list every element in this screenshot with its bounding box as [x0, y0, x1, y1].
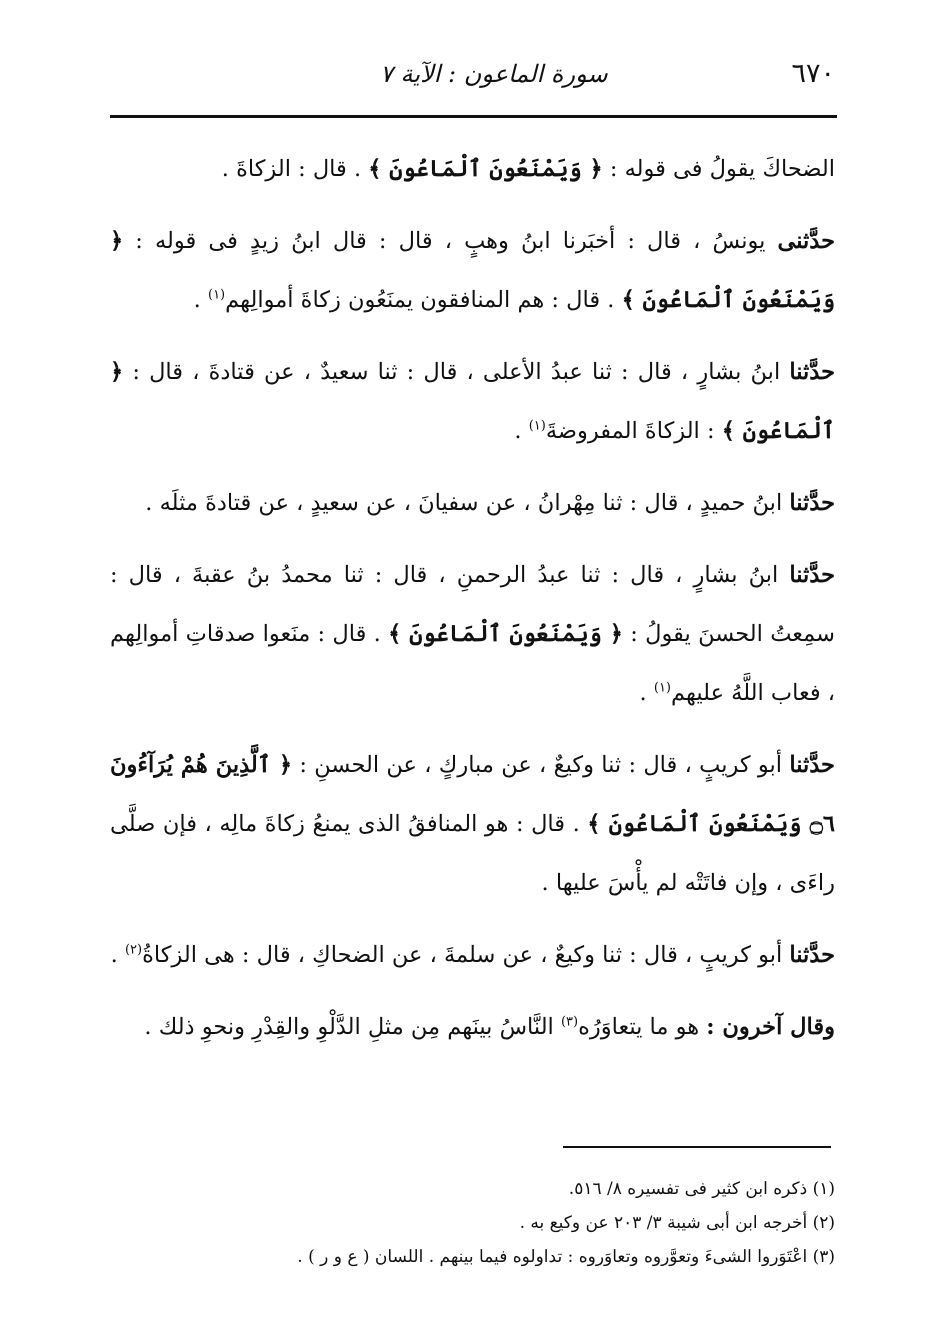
text-run: . — [193, 287, 208, 313]
running-title: سورة الماعون : الآية ٧ — [380, 60, 608, 88]
quran-quote: ﴿ وَيَمْنَعُونَ ٱلْمَاعُونَ ﴾ — [368, 156, 603, 182]
text-run: . قال : هو المنافقُ الذى يمنعُ زكاةَ مالِه ، فإن صلَّى راءَى ، وإن فاتَتْه لم يأْسَ عليها . — [110, 811, 835, 896]
page-number: ٦٧٠ — [791, 58, 835, 89]
paragraph — [110, 736, 835, 913]
footnotes — [260, 1172, 835, 1274]
text-run: النَّاسُ بينَهم مِن مثلِ الدَّلْوِ والقِدْرِ ونحوِ ذلك . — [144, 1014, 561, 1040]
paragraph — [110, 998, 835, 1057]
quran-quote: ﴿ وَيَمْنَعُونَ ٱلْمَاعُونَ ﴾ — [110, 228, 835, 313]
footnote-reference: (١) — [207, 287, 226, 303]
text-run: ابنُ بشارٍ ، قال : ثنا عبدُ الرحمنِ ، قال : ثنا محمدُ بنُ عقبةَ ، قال : سمِعتُ الحسنَ يقولُ : — [110, 562, 836, 647]
text-run: ابنُ بشارٍ ، قال : ثنا عبدُ الأعلى ، قال : ثنا سعيدٌ ، عن قتادةَ ، قال : — [123, 359, 790, 385]
quran-quote: ﴿ ٱلَّذِينَ هُمْ يُرَآءُونَ ۝٦ وَيَمْنَعُونَ ٱلْمَاعُونَ ﴾ — [110, 752, 835, 837]
narrator-phrase: حدَّثنى — [777, 228, 835, 254]
paragraph — [110, 212, 835, 330]
narrator-phrase: حدَّثنا — [789, 490, 835, 516]
paragraph — [110, 546, 835, 723]
text-run: . قال : الزكاةَ . — [221, 156, 369, 182]
footnote: (٢) أخرجه ابن أبى شيبة ٣/ ٢٠٣ عن وكيع به . — [519, 1213, 835, 1233]
text-run: أبو كريبٍ ، قال : ثنا وكيعٌ ، عن سلمةَ ، عن الضحاكِ ، قال : هى الزكاةُ — [142, 942, 790, 968]
text-run: يونسُ ، قال : أخبَرنا ابنُ وهبٍ ، قال : قال ابنُ زيدٍ فى قوله : — [123, 228, 778, 254]
paragraph — [110, 140, 835, 199]
text-run: . — [110, 942, 125, 968]
text-run: ابنُ حميدٍ ، قال : ثنا مِهْرانُ ، عن سفيانَ ، عن سعيدٍ ، عن قتادةَ مثلَه . — [145, 490, 790, 516]
footnote-reference: (٢) — [124, 942, 143, 958]
narrator-phrase: حدَّثنا — [789, 942, 835, 968]
footnote-reference: (٣) — [560, 1014, 579, 1030]
footnote-reference: (١) — [653, 680, 671, 696]
text-run: . — [639, 680, 654, 706]
text-run: : الزكاةَ المفروضةَ — [545, 418, 722, 444]
text-run: . قال : هم المنافقون يمنَعُون زكاةَ أموالِهم — [225, 287, 622, 313]
narrator-phrase: وقال آخرون : — [706, 1014, 835, 1040]
page-header — [110, 58, 835, 98]
quran-quote: ﴿ ٱلْمَاعُونَ ﴾ — [110, 359, 835, 444]
footnote: (١) ذكره ابن كثير فى تفسيره ٨/ ٥١٦. — [568, 1179, 835, 1199]
header-rule — [110, 115, 837, 118]
narrator-phrase: حدَّثنا — [789, 752, 835, 778]
footnote-reference: (١) — [528, 418, 546, 434]
text-run: . قال : منَعوا صدقاتِ أموالِهم ، فعاب اللَّهُ عليهم — [110, 621, 835, 706]
text-run: الضحاكَ يقولُ فى قوله : — [602, 156, 835, 182]
text-run: هو ما يتعاوَرُه — [578, 1014, 707, 1040]
footnote-rule — [563, 1146, 831, 1148]
text-run: . — [514, 418, 529, 444]
body-text — [110, 140, 835, 1070]
paragraph — [110, 343, 835, 461]
quran-quote: ﴿ وَيَمْنَعُونَ ٱلْمَاعُونَ ﴾ — [388, 621, 623, 647]
paragraph — [110, 926, 835, 985]
text-run: أبو كريبٍ ، قال : ثنا وكيعٌ ، عن مباركٍ ، عن الحسنِ : — [292, 752, 790, 778]
paragraph — [110, 474, 835, 533]
narrator-phrase: حدَّثنا — [789, 562, 835, 588]
footnote: (٣) اعْتَوَروا الشىءَ وتعوَّروه وتعاوَروه : تداولوه فيما بينهم . اللسان ( ع و ر ) . — [297, 1247, 835, 1267]
narrator-phrase: حدَّثنا — [789, 359, 835, 385]
